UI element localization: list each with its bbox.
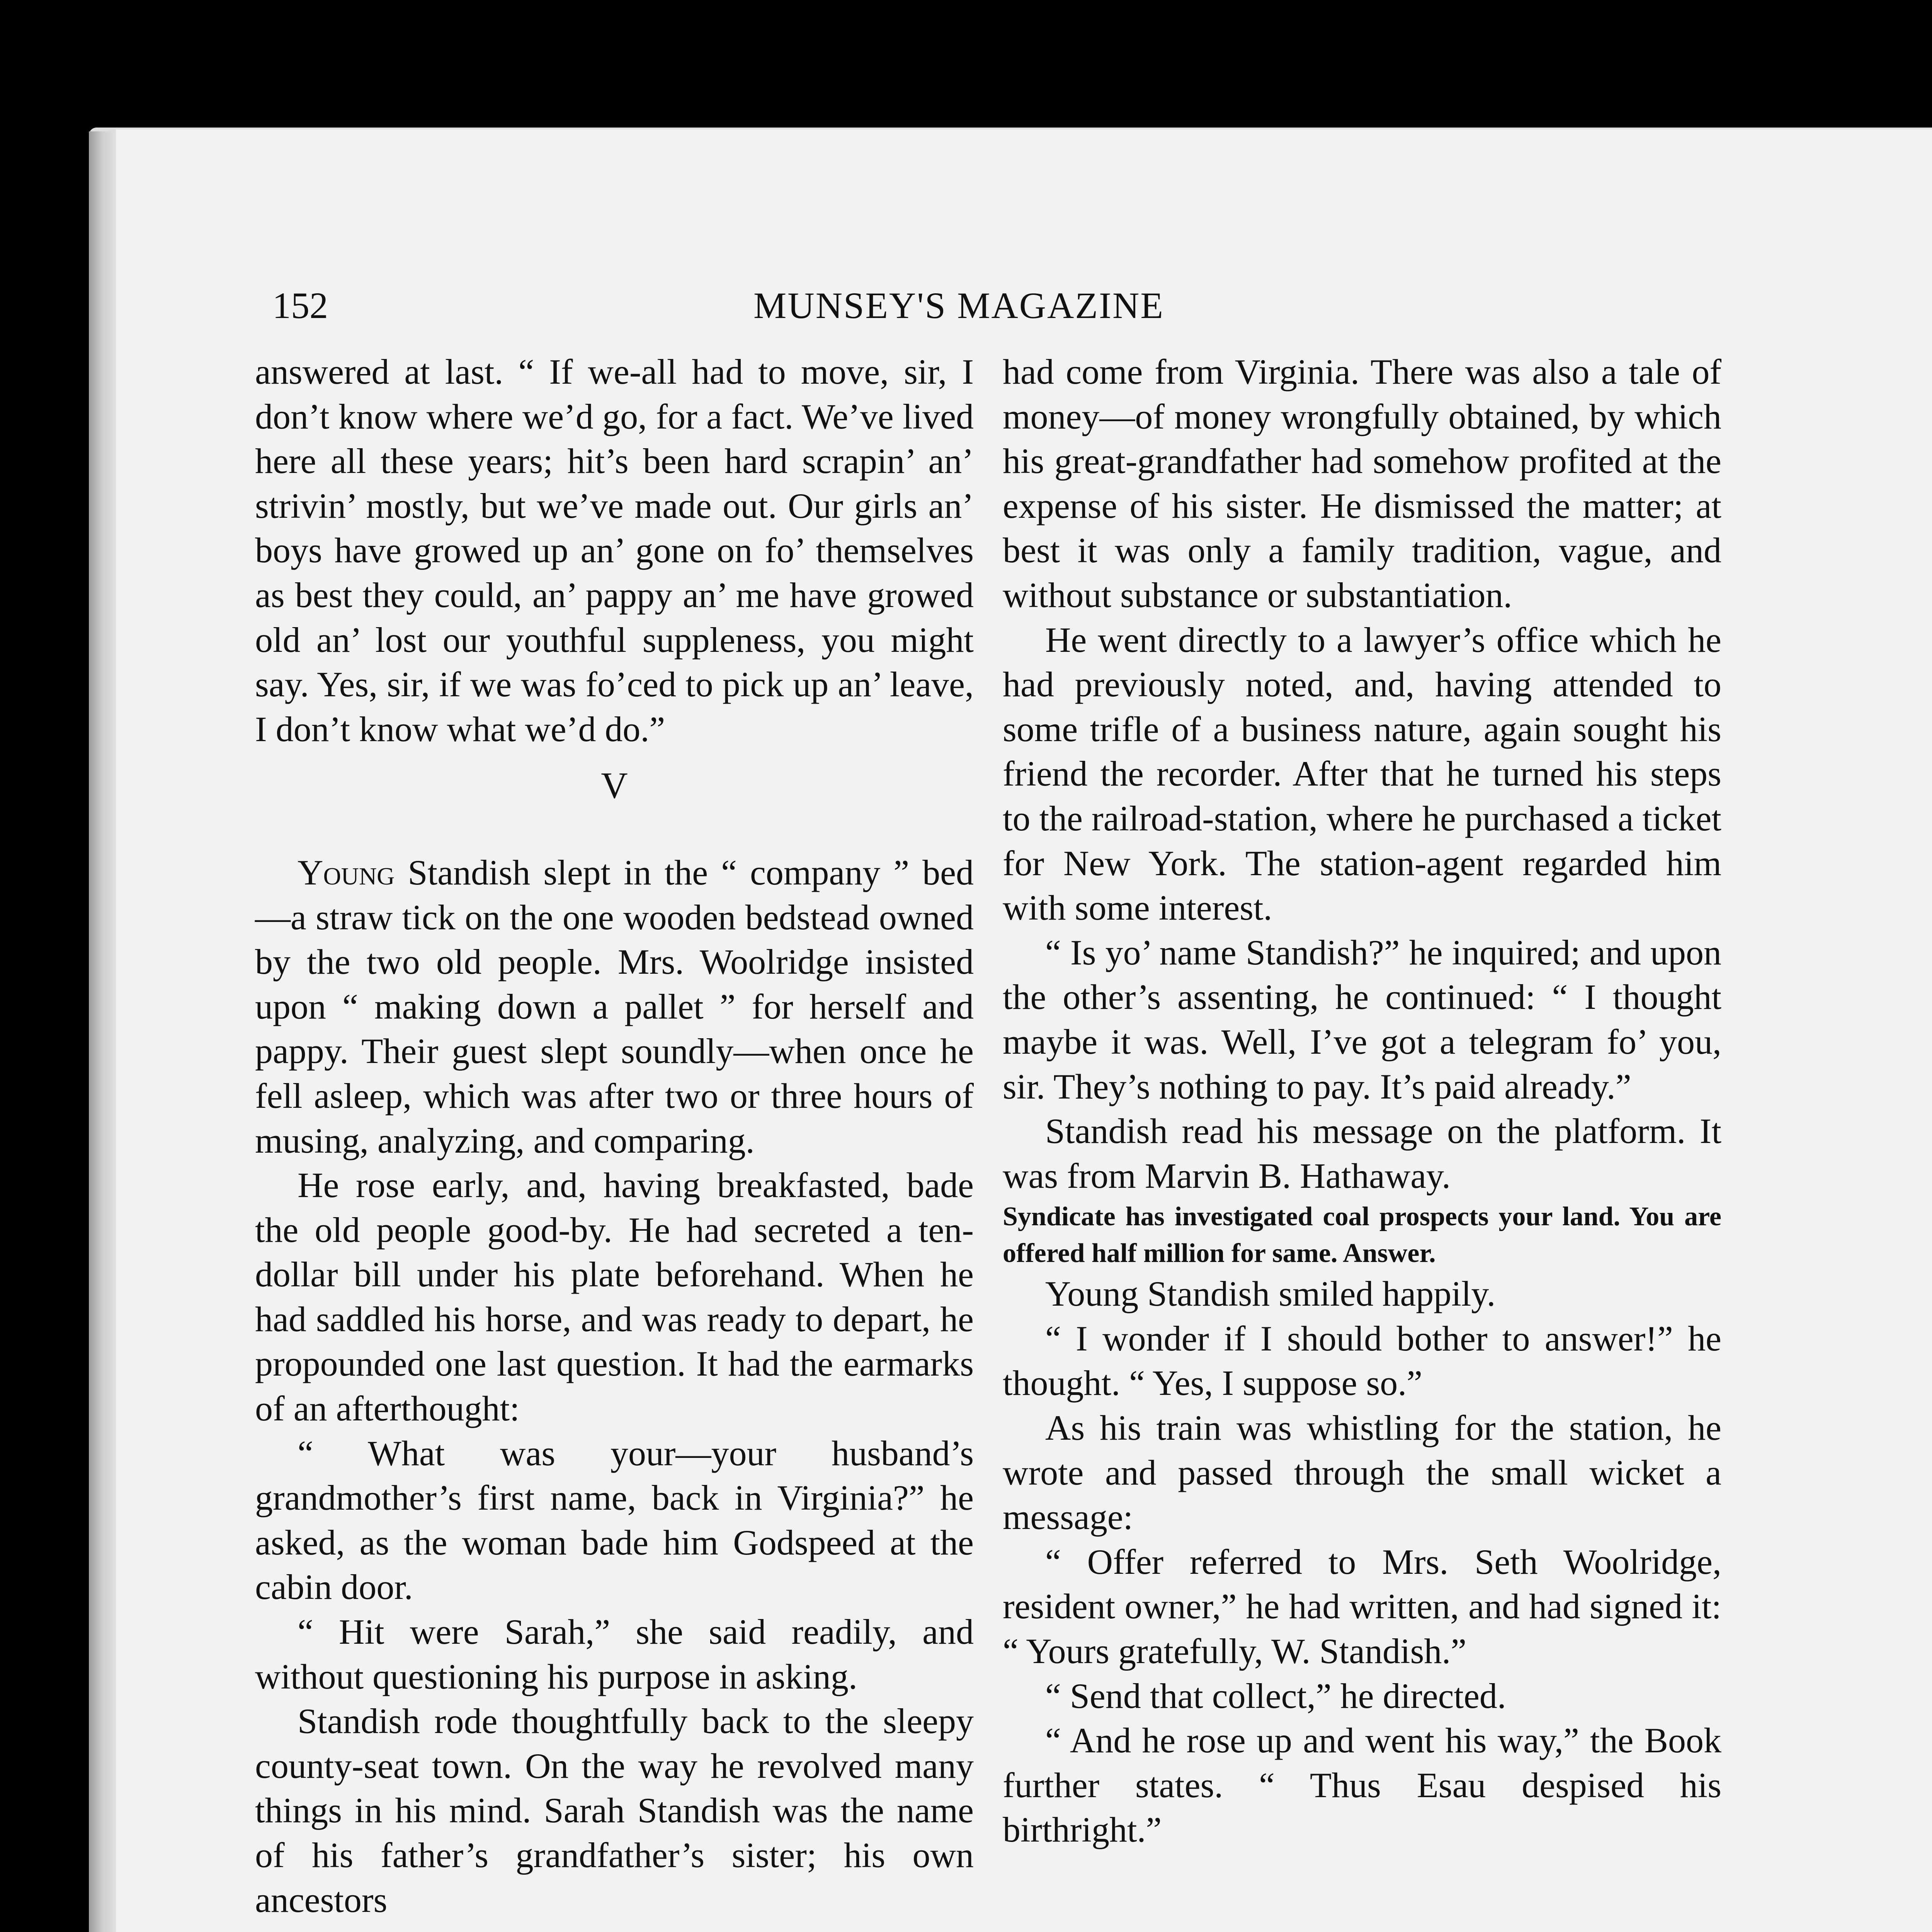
paragraph: “ Hit were Sarah,” she said readily, and without questioning his purpose in asking. — [255, 1612, 974, 1696]
left-column — [255, 350, 974, 1922]
paragraph-text: Standish slept in the “ company ” bed—a straw tick on the one wooden bedstead owned by the two old people. Mrs. Woolridge insisted upon “ making down a pallet ” for herself and pappy. Their guest slept soundly—when once he fell asleep, which was after two or three hours of musing, analyzing, and comparing. — [255, 852, 974, 1160]
paragraph: had come from Virginia. There was also a tale of money—of money wrongfully obtained, by which his great-grandfather had somehow profited at the expense of his sister. He dismissed the matter; at best it was only a family tradition, vague, and without substance or substantiation. — [1003, 352, 1721, 615]
paragraph: “ Offer referred to Mrs. Seth Woolridge, resident owner,” he had written, and had signed it: “ Yours gratefully, W. Standish.” — [1003, 1542, 1721, 1671]
paragraph: He rose early, and, having breakfasted, bade the old people good-by. He had secreted a ten-dollar bill under his plate beforehand. When he had saddled his horse, and was ready to depart, he propounded one last question. It had the earmarks of an afterthought: — [255, 1165, 974, 1429]
paragraph: Young Standish smiled happily. — [1045, 1274, 1496, 1314]
small-caps-lead: Young — [298, 852, 395, 892]
paragraph: answered at last. “ If we-all had to move, sir, I don’t know where we’d go, for a fact. We’ve lived here all these years; hit’s been hard scrapin’ an’ strivin’ mostly, but we’ve made out. Our girls an’ boys have growed up an’ gone on fo’ themselves as best they could, an’ pappy an’ me have growed old an’ lost our youthful suppleness, you might say. Yes, sir, if we was fo’ced to pick up an’ leave, I don’t know what we’d do.” — [255, 352, 974, 749]
section-number: V — [601, 765, 628, 806]
paragraph — [255, 850, 974, 1163]
paragraph: “ Is yo’ name Standish?” he inquired; and upon the other’s assenting, he continued: “ I thought maybe it was. Well, I’ve got a telegram fo’ you, sir. They’s nothing to pay. It’s paid already.” — [1003, 932, 1721, 1106]
paragraph: Standish rode thoughtfully back to the sleepy county-seat town. On the way he revolved many things in his mind. Sarah Standish was the name of his father’s grandfather’s sister; his own ancestors — [255, 1701, 974, 1920]
paragraph: “ I wonder if I should bother to answer!” he thought. “ Yes, I suppose so.” — [1003, 1318, 1721, 1403]
right-column — [1003, 350, 1721, 1852]
paragraph: Standish read his message on the platform. It was from Marvin B. Hathaway. — [1003, 1111, 1721, 1196]
paragraph: “ And he rose up and went his way,” the Book further states. “ Thus Esau despised his birthright.” — [1003, 1721, 1721, 1850]
telegram-text: Syndicate has investigated coal prospects your land. You are offered half million for same. Answer. — [1003, 1202, 1721, 1269]
paragraph: He went directly to a lawyer’s office which he had previously noted, and, having attended to some trifle of a business nature, again sought his friend the recorder. After that he turned his steps to the railroad-station, where he purchased a ticket for New York. The station-agent regarded him with some interest. — [1003, 620, 1721, 928]
page-number: 152 — [272, 285, 328, 326]
running-head: MUNSEY'S MAGAZINE — [753, 285, 1164, 326]
paragraph: “ Send that collect,” he directed. — [1045, 1676, 1506, 1716]
paragraph: “ What was your—your husband’s grandmother’s first name, back in Virginia?” he asked, as the woman bade him Godspeed at the cabin door. — [255, 1433, 974, 1607]
paragraph: As his train was whistling for the station, he wrote and passed through the small wicket a message: — [1003, 1408, 1721, 1537]
